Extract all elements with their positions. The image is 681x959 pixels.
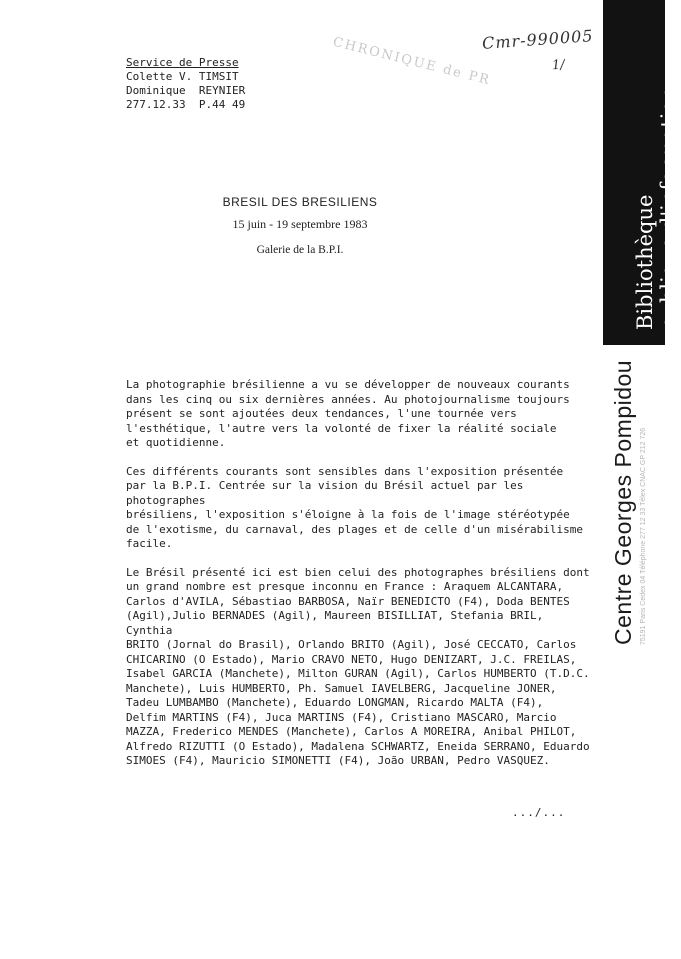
paragraph-1: La photographie brésilienne a vu se développer de nouveaux courants dans les cinq ou six dernières années. Au photojournalisme toujours présent se sont ajoutées deux tendances, l'une tournée vers l'esthétique, l'autre vers la volonté de fixer la réalité sociale et quotidienne. xyxy=(126,378,570,449)
press-contact-1: Colette V. TIMSIT xyxy=(126,70,239,83)
press-contact-block xyxy=(126,56,245,112)
faint-stamp: CHRONIQUE de PR xyxy=(331,34,493,89)
handwritten-reference: Cmr-990005 xyxy=(481,26,595,53)
paragraph-2: Ces différents courants sont sensibles dans l'exposition présentée par la B.P.I. Centrée sur la vision du Brésil actuel par les photographes brésiliens, l'exposition s'éloigne à la fois de l'image stéréotypée de l'exotisme, du carnaval, des plages et de celle d'un misérabilisme facile. xyxy=(126,464,583,550)
exhibition-dates: 15 juin - 19 septembre 1983 xyxy=(232,217,368,231)
press-phone: 277.12.33 P.44 49 xyxy=(126,98,246,111)
centre-pompidou-logo: Centre Georges Pompidou xyxy=(610,359,636,645)
exhibition-title: BRESIL DES BRESILIENS xyxy=(222,195,378,209)
letterhead-address: 75191 Paris Cedex 04 Téléphone 277 12 33 Télex CNAC GP 212 726 xyxy=(640,427,647,645)
continuation-mark: .../... xyxy=(512,806,566,819)
body-text xyxy=(126,378,596,783)
bpi-logo-line-2: publique d'information xyxy=(657,86,681,330)
exhibition-venue: Galerie de la B.P.I. xyxy=(256,244,344,256)
bpi-logo-line-1: Bibliothèque xyxy=(633,194,657,330)
handwritten-page-number: 1/ xyxy=(551,57,566,74)
press-contact-2: Dominique REYNIER xyxy=(126,84,246,97)
press-service-title: Service de Presse xyxy=(126,56,239,69)
bpi-logo-text xyxy=(633,86,681,330)
paragraph-3: Le Brésil présenté ici est bien celui des photographes brésiliens dont un grand nombre est presque inconnu en France : Araquem ALCANTARA, Carlos d'AVILA, Sébastiao BARBOSA, Naïr BENEDICTO (F4), Doda BENTES (Agil),Julio BERNADES (Agil), Maureen BISILLIAT, Stefania BRIL, Cynthia BRITO (Jornal do Brasil), Orlando BRITO (Agil), José CECCATO, Carlos CHICARINO (O Estado), Mario CRAVO NETO, Hugo DENIZART, J.C. FREILAS, Isabel GARCIA (Manchete), Milton GURAN (Agil), Carlos HUMBERTO (T.D.C. Manchete), Luis HUMBERTO, Ph. Samuel IAVELBERG, Jacqueline JONER, Tadeu LUMBAMBO (Manchete), Eduardo LONGMAN, Ricardo MALTA (F4), Delfim MARTINS (F4), Juca MARTINS (F4), Cristiano MASCARO, Marcio MAZZA, Frederico MENDES (Manchete), Carlos A MOREIRA, Anibal PHILOT, Alfredo RIZUTTI (O Estado), Madalena SCHWARTZ, Eneida SERRANO, Eduardo SIMOES (F4), Mauricio SIMONETTI (F4), João URBAN, Pedro VASQUEZ. xyxy=(126,565,590,767)
